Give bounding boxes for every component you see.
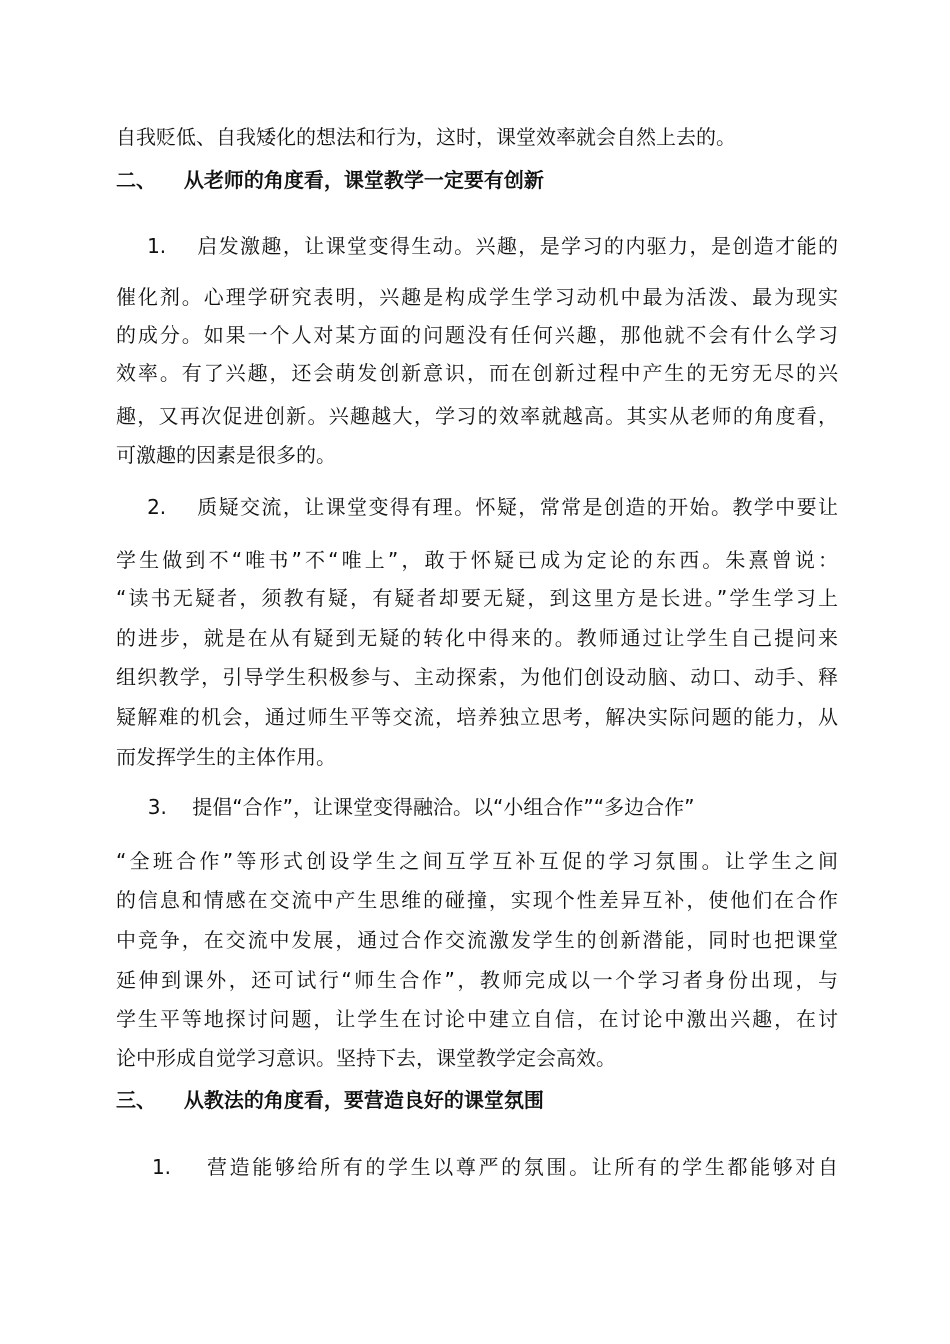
paragraph-line: 组织教学，引导学生积极参与、主动探索，为他们创设动脑、动口、动手、释 <box>116 665 838 689</box>
paragraph-line: 中竞争，在交流中发展，通过合作交流激发学生的创新潜能，同时也把课堂 <box>116 928 838 952</box>
paragraph-line: “全班合作”等形式创设学生之间互学互补互促的学习氛围。让学生之间 <box>116 849 838 873</box>
paragraph-line: 效率。有了兴趣，还会萌发创新意识，而在创新过程中产生的无穷无尽的兴 <box>116 361 838 385</box>
paragraph-line: 学生平等地探讨问题，让学生在讨论中建立自信，在讨论中激出兴趣，在讨 <box>116 1007 838 1031</box>
paragraph-line: 催化剂。心理学研究表明，兴趣是构成学生学习动机中最为活泼、最为现实 <box>116 285 838 309</box>
paragraph-line: 而发挥学生的主体作用。 <box>116 745 336 769</box>
paragraph-line: 延伸到课外，还可试行“师生合作”，教师完成以一个学习者身份出现，与 <box>116 968 838 992</box>
section-heading-2: 二、 从老师的角度看，课堂教学一定要有创新 <box>116 168 544 192</box>
paragraph-line: 3. 提倡“合作”，让课堂变得融洽。以“小组合作”“多边合作” <box>116 795 695 819</box>
paragraph-line: 学生做到不“唯书”不“唯上”，敢于怀疑已成为定论的东西。朱熹曾说： <box>116 548 838 572</box>
paragraph-line: 1. 营造能够给所有的学生以尊严的氛围。让所有的学生都能够对自 <box>116 1155 838 1179</box>
paragraph-line: 2. 质疑交流，让课堂变得有理。怀疑，常常是创造的开始。教学中要让 <box>116 495 838 519</box>
paragraph-line: 论中形成自觉学习意识。坚持下去，课堂教学定会高效。 <box>116 1046 616 1070</box>
section-heading-3: 三、 从教法的角度看，要营造良好的课堂氛围 <box>116 1088 544 1112</box>
paragraph-line: 的成分。如果一个人对某方面的问题没有任何兴趣，那他就不会有什么学习 <box>116 323 838 347</box>
paragraph-line: 的进步，就是在从有疑到无疑的转化中得来的。教师通过让学生自己提问来 <box>116 626 838 650</box>
paragraph-line: “读书无疑者，须教有疑，有疑者却要无疑，到这里方是长进。”学生学习上 <box>116 586 838 610</box>
paragraph-line: 可激趣的因素是很多的。 <box>116 443 336 467</box>
paragraph-line: 趣，又再次促进创新。兴趣越大，学习的效率就越高。其实从老师的角度看， <box>116 404 838 428</box>
paragraph-line: 疑解难的机会，通过师生平等交流，培养独立思考，解决实际问题的能力，从 <box>116 705 838 729</box>
paragraph-line: 1. 启发激趣，让课堂变得生动。兴趣，是学习的内驱力，是创造才能的 <box>116 234 838 258</box>
paragraph-line: 的信息和情感在交流中产生思维的碰撞，实现个性差异互补，使他们在合作 <box>116 888 838 912</box>
paragraph-line: 自我贬低、自我矮化的想法和行为，这时，课堂效率就会自然上去的。 <box>116 125 736 149</box>
